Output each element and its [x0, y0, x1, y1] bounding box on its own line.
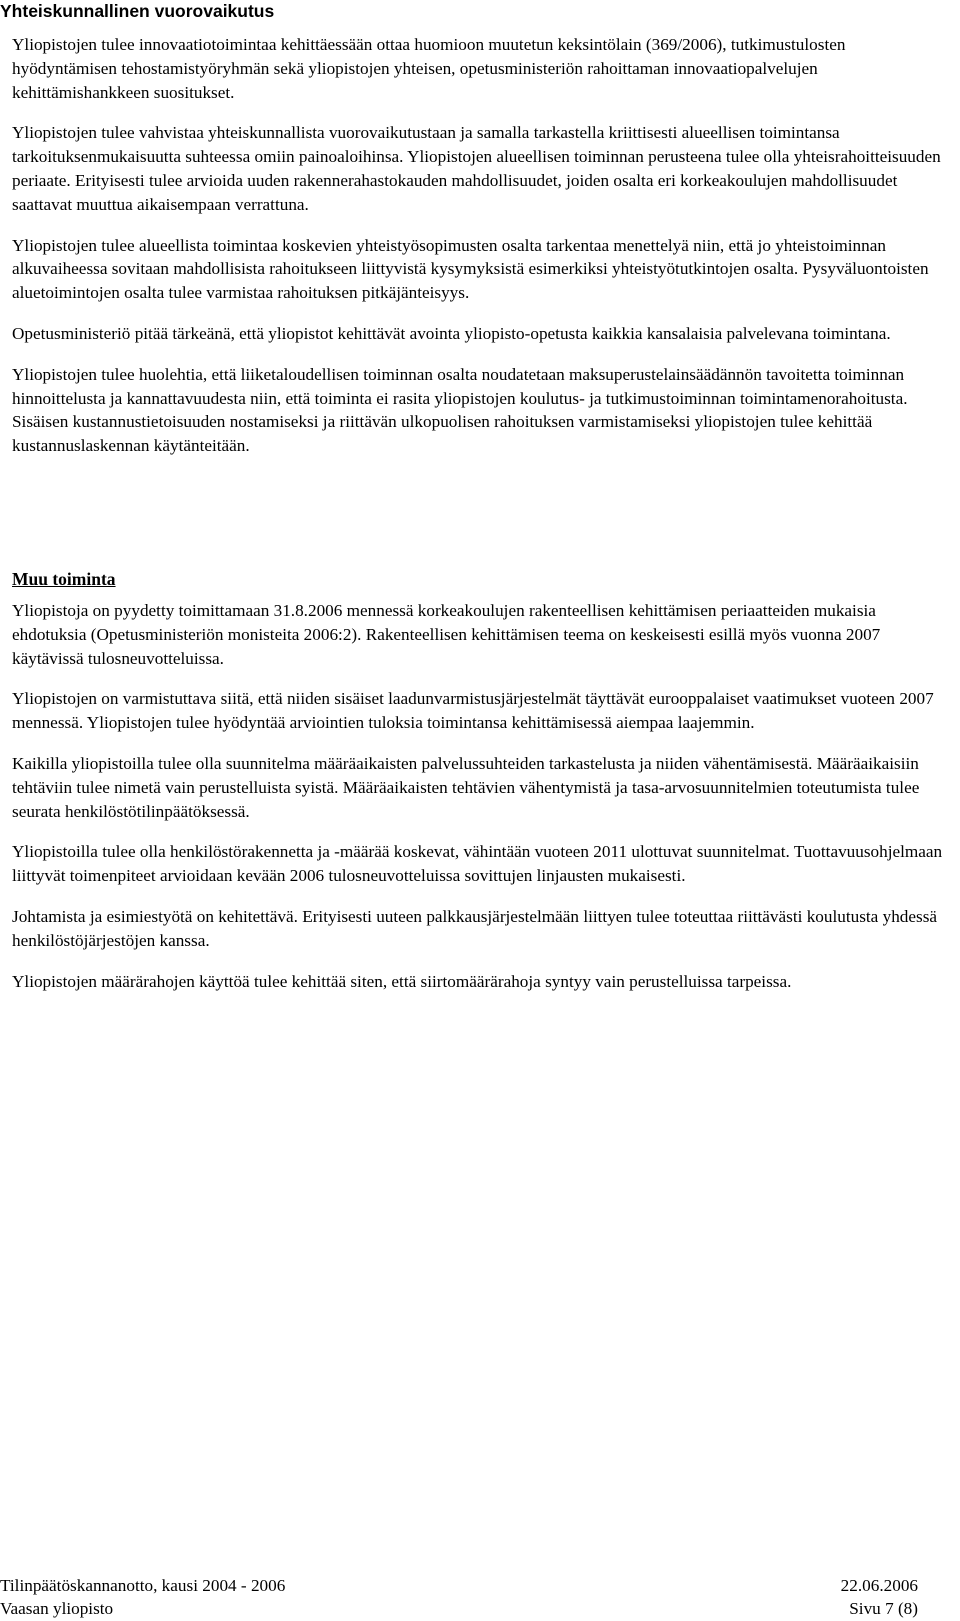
footer-row-top: [0, 1574, 918, 1597]
footer-organization: Vaasan yliopisto: [0, 1599, 114, 1618]
paragraph: Yliopistojen tulee alueellista toimintaa koskevien yhteistyösopimusten osalta tarkentaa menettelyä niin, että jo yhteistoiminnan alkuvaiheessa sovitaan mahdollisista rahoitukseen liittyvistä kysymyksistä esimerkiksi yhteistyötutkintojen osalta. Pysyväluontoisten aluetoimintojen osalta tulee varmistaa rahoituksen pitkäjänteisyys.: [12, 235, 929, 303]
paragraph: Yliopistojen tulee innovaatiotoimintaa kehittäessään ottaa huomioon muutetun keksintölain (369/2006), tutkimustulosten hyödyntämisen tehostamistyöryhmän sekä yliopistojen yhteisen, opetusministeriön rahoittaman innovaatiopalvelujen kehittämishankkeen suositukset.: [12, 35, 846, 102]
footer-row-bottom: [0, 1597, 918, 1620]
footer-date: 22.06.2006: [840, 1576, 918, 1595]
paragraph: Yliopistojen on varmistuttava siitä, että niiden sisäiset laadunvarmistusjärjestelmät täyttävät eurooppalaiset vaatimukset vuoteen 2007 mennessä. Yliopistojen tulee hyödyntää arviointien tuloksia toimintansa kehittämisessä aiempaa laajemmin.: [12, 689, 934, 733]
footer-page-number: Sivu 7 (8): [849, 1599, 918, 1618]
paragraph: Johtamista ja esimiestyötä on kehitettävä. Erityisesti uuteen palkkausjärjestelmään liittyen tulee toteuttaa riittävästi koulutusta yhdessä henkilöstöjärjestöjen kanssa.: [12, 906, 938, 950]
paragraph: Yliopistoja on pyydetty toimittamaan 31.8.2006 mennessä korkeakoulujen rakenteellisen kehittämisen periaatteiden mukaisia ehdotuksia (Opetusministeriön monisteita 2006:2). Rakenteellisen kehittämisen teema on keskeisesti esillä myös vuonna 2007 käytävissä tulosneuvotteluissa.: [12, 601, 881, 668]
paragraph: Yliopistoilla tulee olla henkilöstörakennetta ja -määrää koskevat, vähintään vuoteen 2011 ulottuvat suunnitelmat. Tuottavuusohjelmaan liittyvät toimenpiteet arvioidaan kevään 2006 tulosneuvotteluissa sovittujen linjausten mukaisesti.: [12, 842, 943, 886]
paragraph: Opetusministeriö pitää tärkeänä, että yliopistot kehittävät avointa yliopisto-opetusta kaikkia kansalaisia palvelevana toimintana.: [12, 323, 891, 343]
page-footer: [0, 1574, 918, 1620]
section-body-other-activities: [12, 567, 947, 1010]
paragraph: Kaikilla yliopistoilla tulee olla suunnitelma määräaikaisten palvelussuhteiden tarkastelusta ja niiden vähentämisestä. Määräaikaisiin tehtäviin tulee nimetä vain perustelluista syistä. Määräaikaisten tehtävien vähentymistä ja tasa-arvosuunnitelmien toteutumista tulee seurata henkilöstötilinpäätöksessä.: [12, 753, 920, 821]
footer-document-title: Tilinpäätöskannanotto, kausi 2004 - 2006: [0, 1576, 286, 1595]
paragraph: Yliopistojen määrärahojen käyttöä tulee kehittää siten, että siirtomäärärahoja syntyy vain perustelluissa tarpeissa.: [12, 971, 792, 991]
section-title-other-activities: Muu toiminta: [12, 569, 116, 589]
paragraph: Yliopistojen tulee huolehtia, että liiketaloudellisen toiminnan osalta noudatetaan maksuperustelainsäädännön tavoitetta toiminnan hinnoittelusta ja kannattavuudesta niin, että toiminta ei rasita yliopistojen koulutus- ja tutkimustoiminnan toimintamenorahoitusta. Sisäisen kustannustietoisuuden nostamiseksi ja riittävän ulkopuolisen rahoituksen varmistamiseksi yliopistojen tulee kehittää kustannuslaskennan käytänteitään.: [12, 364, 908, 456]
section-title-societal-interaction: Yhteiskunnallinen vuorovaikutus: [0, 1, 275, 21]
paragraph: Yliopistojen tulee vahvistaa yhteiskunnallista vuorovaikutustaan ja samalla tarkastella kriittisesti alueellisen toimintansa tarkoituksenmukaisuutta suhteessa omiin painoaloihinsa. Yliopistojen alueellisen toiminnan perusteena tulee olla yhteisrahoitteisuuden periaate. Erityisesti tulee arvioida uuden rakennerahastokauden mahdollisuudet, joiden osalta eri korkeakoulujen mahdollisuudet saattavat muuttua aikaisempaan verrattuna.: [12, 123, 941, 214]
section-body-societal-interaction: [12, 33, 947, 475]
